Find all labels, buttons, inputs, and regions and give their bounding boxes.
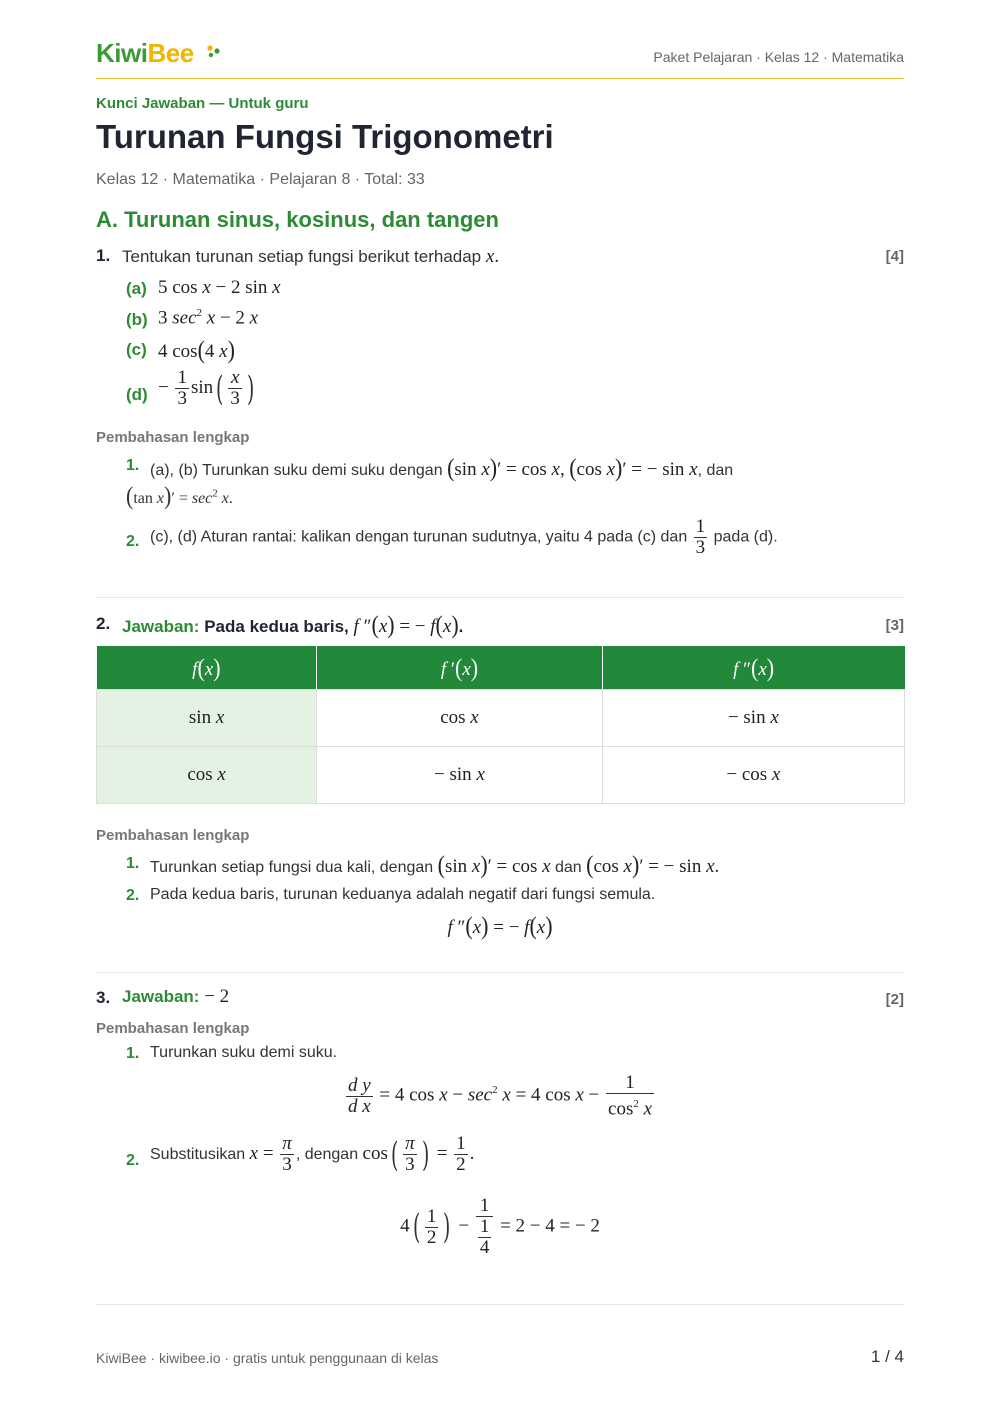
- question-1-marks: [4]: [885, 248, 904, 265]
- table-cell: − sin x: [602, 690, 904, 747]
- question-2-marks: [3]: [885, 617, 904, 634]
- q2-step-1-text: Turunkan setiap fungsi dua kali, dengan (sin x)′ = cos x dan (cos x)′ = − sin x.: [150, 850, 720, 879]
- q2-step-2-number: 2.: [126, 887, 140, 904]
- page-title: Turunan Fungsi Trigonometri: [96, 118, 554, 155]
- question-2-answer: Jawaban: Pada kedua baris, f ″(x) = − f(x).: [122, 610, 464, 639]
- table-cell: cos x: [97, 747, 317, 804]
- table-cell: cos x: [317, 690, 603, 747]
- part-a-label: (a): [126, 279, 147, 298]
- q3-substitution-equation: 4( $\frac{1}{2}$ ) − $\frac{1}{\frac{1}{4}}$ = 2 − 4 = − 2: [400, 1195, 600, 1258]
- q2-step-2-text: Pada kedua baris, turunan keduanya adalah negatif dari fungsi semula.: [150, 886, 656, 903]
- q3-solution-heading: Pembahasan lengkap: [96, 1020, 250, 1037]
- part-a-expression: 5 cos x − 2 sin x: [158, 277, 281, 298]
- table-header-row: [97, 646, 905, 690]
- part-c-label: (c): [126, 340, 147, 359]
- page-header: [96, 38, 904, 79]
- header-breadcrumb: Paket Pelajaran · Kelas 12 · Matematika: [653, 49, 904, 65]
- q1-step-1-text: (a), (b) Turunkan suku demi suku dengan (sin x)′ = cos x, (cos x)′ = − sin x, dan: [150, 453, 734, 482]
- table-header-fprime: f ′(x): [317, 646, 603, 690]
- section-heading-a: A. Turunan sinus, kosinus, dan tangen: [96, 207, 499, 232]
- table-cell: − sin x: [317, 747, 603, 804]
- question-1-text: Tentukan turunan setiap fungsi berikut terhadap x.: [122, 246, 500, 267]
- q2-step-1-number: 1.: [126, 855, 140, 872]
- answer-key-kicker: Kunci Jawaban — Untuk guru: [96, 95, 309, 112]
- q3-step-2-text: Substitusikan x = $\frac{\pi}{3}$ , dengan cos( $\frac{\pi}{3}$ ) = $\frac{1}{2}$ .: [150, 1133, 475, 1175]
- part-d-expression: − $\frac{1}{3}$ sin( $\frac{x}{3}$ ): [158, 367, 255, 409]
- question-3-number: 3.: [96, 988, 111, 1007]
- divider-2: [96, 972, 904, 973]
- divider-1: [96, 597, 904, 598]
- footer-rule: [96, 1304, 904, 1305]
- table-cell: − cos x: [602, 747, 904, 804]
- kiwibee-logo[interactable]: KiwiBee: [96, 38, 194, 68]
- footer-text: KiwiBee · kiwibee.io · gratis untuk penggunaan di kelas: [96, 1350, 439, 1366]
- part-c-expression: 4 cos(4 x): [158, 335, 235, 364]
- derivative-table: [96, 646, 905, 804]
- lesson-meta: Kelas 12 · Matematika · Pelajaran 8 · Total: 33: [96, 171, 425, 188]
- question-3-answer: Jawaban: − 2: [122, 986, 230, 1007]
- q1-step-1-continuation: (tan $x)' = \sec^2 x$.: [126, 481, 233, 510]
- worksheet-page: [96, 0, 904, 1413]
- logo-dots-icon: [206, 45, 220, 59]
- table-cell: sin x: [97, 690, 317, 747]
- q3-step-2-number: 2.: [126, 1152, 140, 1169]
- question-3-marks: [2]: [885, 991, 904, 1008]
- part-d-label: (d): [126, 385, 148, 404]
- q3-step-1-number: 1.: [126, 1045, 140, 1062]
- q2-solution-heading: Pembahasan lengkap: [96, 827, 250, 844]
- table-row: [97, 747, 905, 804]
- part-b-label: (b): [126, 310, 148, 329]
- q2-result-equation: f ″(x) = − f(x): [447, 911, 553, 940]
- part-b-expression: 3 $\sec^2 x - 2$ x: [158, 307, 259, 329]
- q3-derivative-equation: $\frac{\text{d y}}{\text{d x}}$ = 4 $\cos x - \sec^2 x = 4$ cos x − $\frac{1}{\cos^2 x}$: [347, 1072, 653, 1120]
- q1-step-2-number: 2.: [126, 533, 140, 550]
- table-header-fdoubleprime: f ″(x): [602, 646, 904, 690]
- q1-solution-heading: Pembahasan lengkap: [96, 429, 250, 446]
- q1-step-2-text: (c), (d) Aturan rantai: kalikan dengan turunan sudutnya, yaitu 4 pada (c) dan $\frac{1}{3}$ pada (d).: [150, 516, 778, 558]
- question-2-number: 2.: [96, 614, 111, 633]
- question-1-number: 1.: [96, 246, 111, 265]
- page-number: 1 / 4: [870, 1347, 904, 1366]
- table-header-fx: f(x): [97, 646, 317, 690]
- q3-step-1-text: Turunkan suku demi suku.: [150, 1044, 338, 1061]
- table-row: [97, 690, 905, 747]
- q1-step-1-number: 1.: [126, 457, 140, 474]
